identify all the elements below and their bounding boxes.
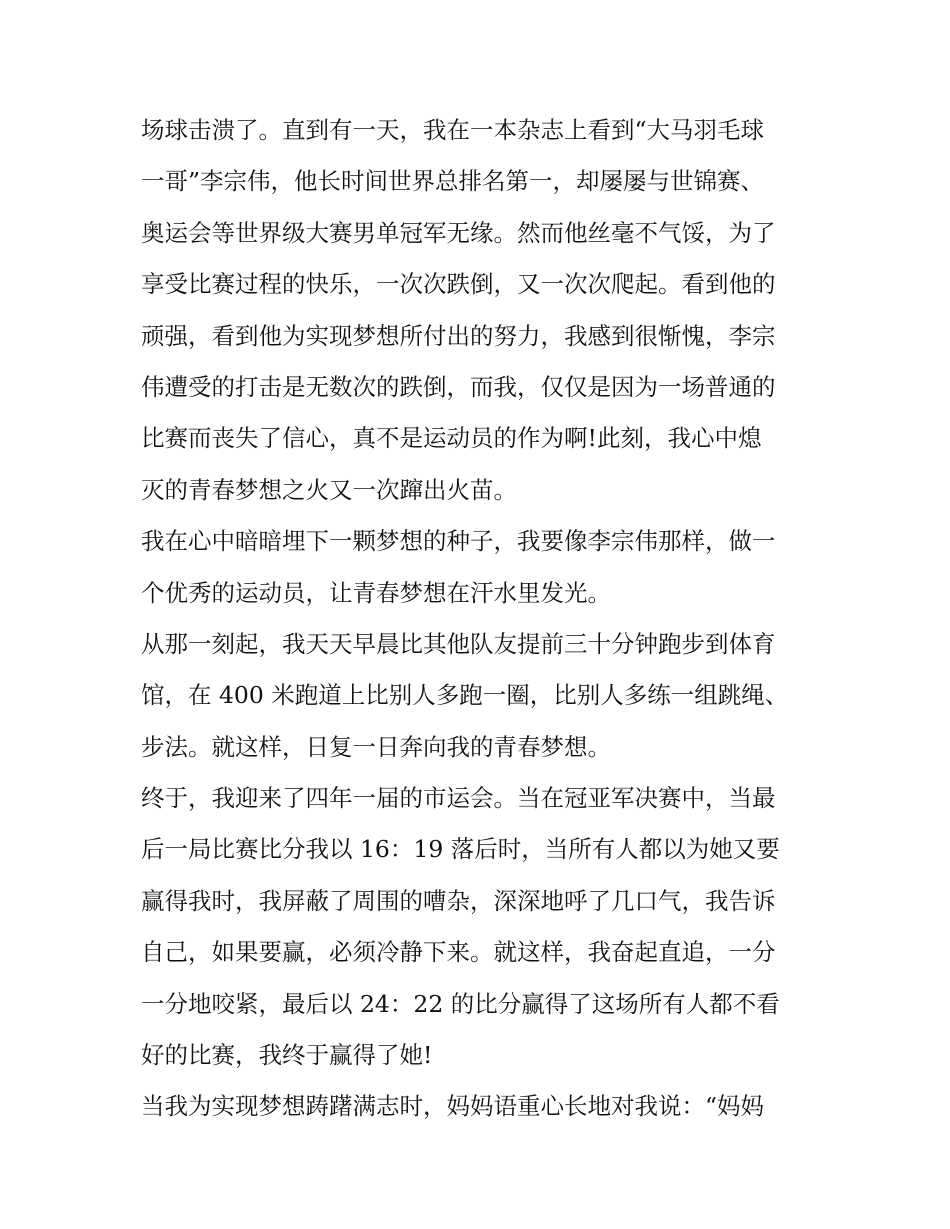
- text-line-3: 奥运会等世界级大赛男单冠军无缘。然而他丝毫不气馁，为了: [141, 218, 776, 247]
- text-line-5: 顽强，看到他为实现梦想所付出的努力，我感到很惭愧，李宗: [141, 321, 776, 350]
- text-line-15: 后一局比赛比分我以 16：19 落后时，当所有人都以为她又要: [141, 835, 780, 864]
- body-text: [141, 105, 816, 1133]
- text-line-8: 灭的青春梦想之火又一次蹿出火苗。: [141, 475, 517, 504]
- text-line-7: 比赛而丧失了信心，真不是运动员的作为啊!此刻，我心中熄: [141, 424, 762, 453]
- text-line-18: 一分地咬紧，最后以 24：22 的比分赢得了这场所有人都不看: [141, 989, 780, 1018]
- text-line-2: 一哥”李宗伟，他长时间世界总排名第一，却屡屡与世锦赛、: [141, 167, 765, 196]
- text-line-9: 我在心中暗暗埋下一颗梦想的种子，我要像李宗伟那样，做一: [141, 527, 776, 556]
- text-line-6: 伟遭受的打击是无数次的跌倒，而我，仅仅是因为一场普通的: [141, 372, 776, 401]
- text-line-4: 享受比赛过程的快乐，一次次跌倒，又一次次爬起。看到他的: [141, 270, 776, 299]
- text-line-14: 终于，我迎来了四年一届的市运会。当在冠亚军决赛中，当最: [141, 784, 776, 813]
- text-line-16: 赢得我时，我屏蔽了周围的嘈杂，深深地呼了几口气，我告诉: [141, 886, 776, 915]
- text-line-11: 从那一刻起，我天天早晨比其他队友提前三十分钟跑步到体育: [141, 629, 776, 658]
- text-line-19: 好的比赛，我终于赢得了她!: [141, 1041, 433, 1070]
- text-line-12: 馆，在 400 米跑道上比别人多跑一圈，比别人多练一组跳绳、: [141, 681, 789, 710]
- text-line-20: 当我为实现梦想踌躇满志时，妈妈语重心长地对我说：“妈妈: [141, 1092, 765, 1121]
- text-line-17: 自己，如果要赢，必须冷静下来。就这样，我奋起直追，一分: [141, 938, 776, 967]
- text-line-10: 个优秀的运动员，让青春梦想在汗水里发光。: [141, 578, 611, 607]
- text-line-1: 场球击溃了。直到有一天，我在一本杂志上看到“大马羽毛球: [141, 116, 765, 144]
- text-line-13: 步法。就这样，日复一日奔向我的青春梦想。: [141, 732, 611, 761]
